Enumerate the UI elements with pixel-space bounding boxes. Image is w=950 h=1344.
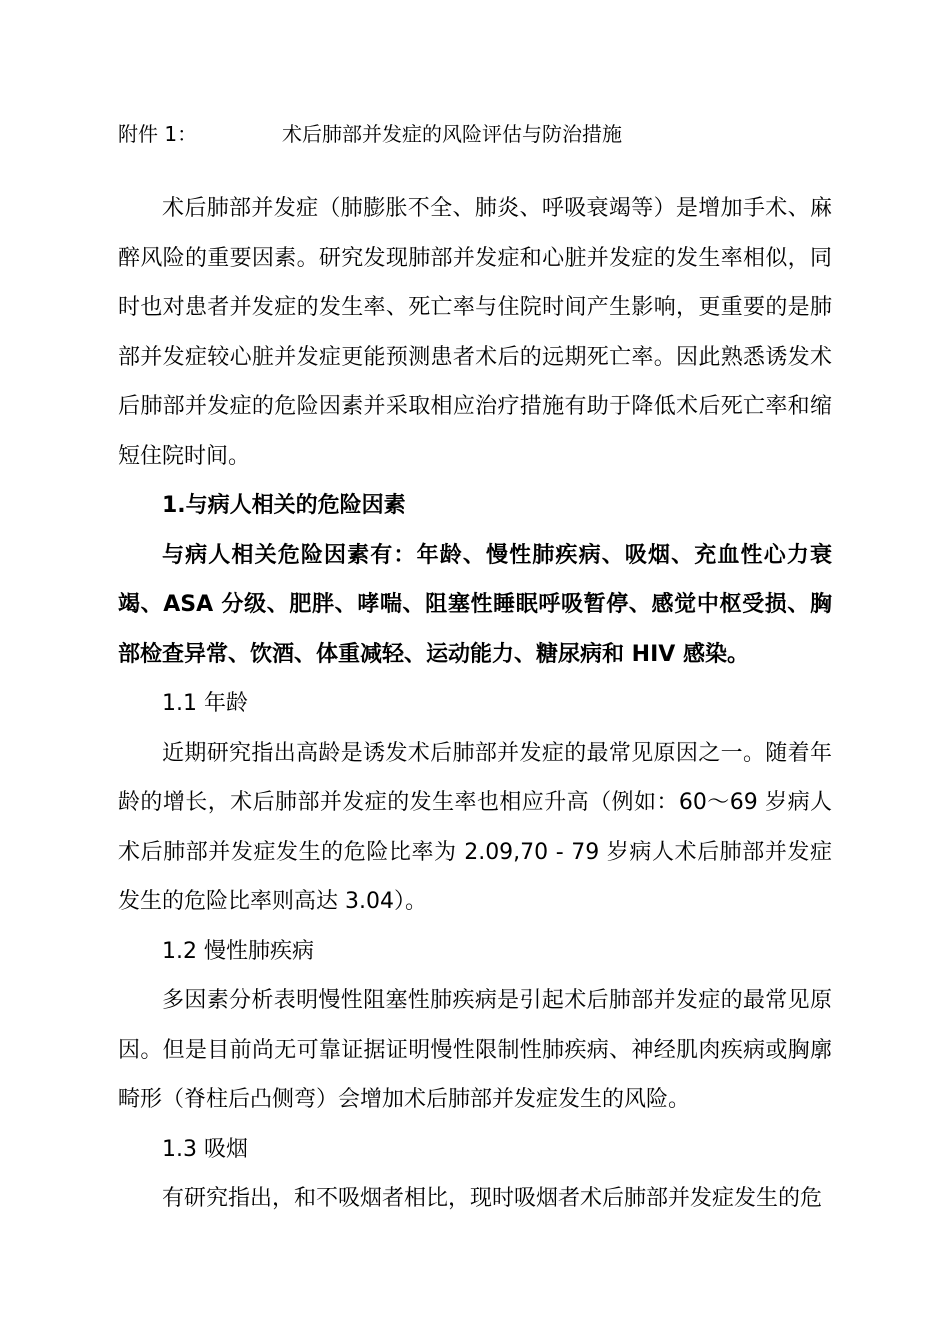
- subsection-1-1-paragraph: 近期研究指出高龄是诱发术后肺部并发症的最常见原因之一。随着年龄的增长，术后肺部并发症的发生率也相应升高（例如：60～69 岁病人术后肺部并发症发生的危险比率为 2.09,70 - 79 岁病人术后肺部并发症发生的危险比率则高达 3.04）。: [118, 740, 832, 914]
- section-1-heading: 1.与病人相关的危险因素: [162, 493, 406, 518]
- subsection-1-3-paragraph: 有研究指出，和不吸烟者相比，现时吸烟者术后肺部并发症发生的危: [162, 1186, 823, 1211]
- subsection-1-1-heading: 1.1 年龄: [162, 691, 248, 716]
- document-body: [118, 184, 832, 1224]
- subsection-1-3-heading: 1.3 吸烟: [162, 1136, 248, 1162]
- document-header: [118, 118, 838, 150]
- document-title: 术后肺部并发症的风险评估与防治措施: [282, 122, 622, 146]
- section-1-summary: 与病人相关危险因素有：年龄、慢性肺疾病、吸烟、充血性心力衰竭、ASA 分级、肥胖、哮喘、阻塞性睡眠呼吸暂停、感觉中枢受损、胸部检查异常、饮酒、体重减轻、运动能力、糖尿病和 HIV 感染。: [118, 542, 832, 667]
- intro-paragraph: 术后肺部并发症（肺膨胀不全、肺炎、呼吸衰竭等）是增加手术、麻醉风险的重要因素。研究发现肺部并发症和心脏并发症的发生率相似，同时也对患者并发症的发生率、死亡率与住院时间产生影响，更重要的是肺部并发症较心脏并发症更能预测患者术后的远期死亡率。因此熟悉诱发术后肺部并发症的危险因素并采取相应治疗措施有助于降低术后死亡率和缩短住院时间。: [118, 196, 832, 469]
- subsection-1-2-paragraph: 多因素分析表明慢性阻塞性肺疾病是引起术后肺部并发症的最常见原因。但是目前尚无可靠证据证明慢性限制性肺疾病、神经肌肉疾病或胸廓畸形（脊柱后凸侧弯）会增加术后肺部并发症发生的风险。: [118, 988, 832, 1112]
- attachment-label: 附件 1：: [118, 122, 198, 146]
- subsection-1-2-heading: 1.2 慢性肺疾病: [162, 938, 314, 964]
